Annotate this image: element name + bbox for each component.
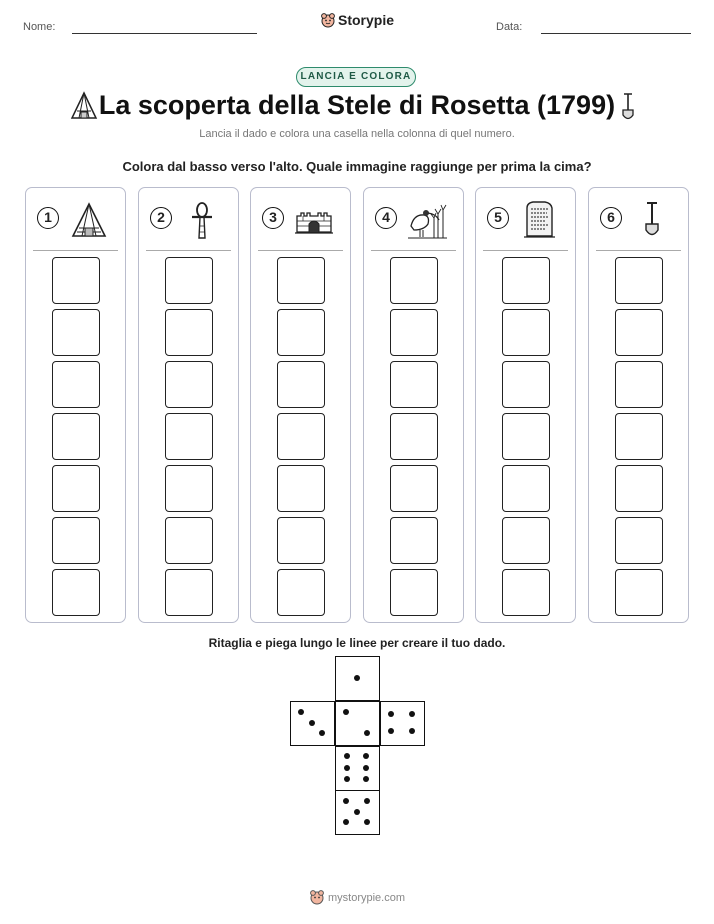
color-box[interactable] xyxy=(165,361,213,408)
color-box[interactable] xyxy=(390,361,438,408)
coloring-instruction: Colora dal basso verso l'alto. Quale immagine raggiunge per prima la cima? xyxy=(122,159,592,174)
activity-badge: LANCIA E COLORA xyxy=(296,67,416,87)
color-box[interactable] xyxy=(165,465,213,512)
color-box[interactable] xyxy=(52,569,100,616)
color-box[interactable] xyxy=(390,257,438,304)
title-shovel-icon xyxy=(617,92,639,122)
date-label: Data: xyxy=(496,21,523,33)
dice-face-1[interactable] xyxy=(335,656,380,701)
color-box[interactable] xyxy=(615,413,663,460)
column-separator xyxy=(483,250,568,251)
color-box[interactable] xyxy=(165,569,213,616)
color-box[interactable] xyxy=(390,413,438,460)
column-2 xyxy=(138,187,239,623)
rosetta-stone-icon xyxy=(518,200,560,240)
color-box[interactable] xyxy=(502,569,550,616)
name-label: Nome: xyxy=(23,21,56,33)
color-box[interactable] xyxy=(502,517,550,564)
color-box[interactable] xyxy=(277,517,325,564)
column-number: 1 xyxy=(37,207,59,229)
dice-instruction: Ritaglia e piega lungo le linee per creare il tuo dado. xyxy=(208,636,506,650)
column-1 xyxy=(25,187,126,623)
pip xyxy=(343,709,349,715)
footer xyxy=(0,889,714,905)
dice-face-6[interactable] xyxy=(335,746,380,791)
color-box[interactable] xyxy=(277,309,325,356)
date-line[interactable] xyxy=(541,33,691,34)
footer-url[interactable]: mystorypie.com xyxy=(327,892,406,904)
pip xyxy=(343,819,349,825)
column-separator xyxy=(371,250,456,251)
fort-icon xyxy=(293,200,335,240)
pip xyxy=(309,720,315,726)
pip xyxy=(388,711,394,717)
color-box[interactable] xyxy=(615,309,663,356)
ankh-icon xyxy=(181,200,223,240)
dice-face-3[interactable] xyxy=(290,701,335,746)
color-box[interactable] xyxy=(277,465,325,512)
pip xyxy=(409,711,415,717)
page-title: La scoperta della Stele di Rosetta (1799) xyxy=(98,90,616,120)
color-box[interactable] xyxy=(277,257,325,304)
color-box[interactable] xyxy=(52,517,100,564)
color-box[interactable] xyxy=(52,309,100,356)
pip xyxy=(343,798,349,804)
column-number: 5 xyxy=(487,207,509,229)
footer-mascot-icon xyxy=(309,889,325,905)
color-box[interactable] xyxy=(165,257,213,304)
column-separator xyxy=(258,250,343,251)
pyramid-icon xyxy=(68,200,110,240)
pip xyxy=(319,730,325,736)
pip xyxy=(364,798,370,804)
name-line[interactable] xyxy=(72,33,257,34)
ibis-papyrus-icon xyxy=(406,200,448,240)
color-box[interactable] xyxy=(390,569,438,616)
color-box[interactable] xyxy=(277,361,325,408)
column-separator xyxy=(596,250,681,251)
column-number: 3 xyxy=(262,207,284,229)
color-box[interactable] xyxy=(502,257,550,304)
dice-face-2[interactable] xyxy=(335,701,380,746)
dice-face-4[interactable] xyxy=(380,701,425,746)
pip xyxy=(363,765,369,771)
color-box[interactable] xyxy=(277,569,325,616)
color-box[interactable] xyxy=(52,257,100,304)
color-box[interactable] xyxy=(502,465,550,512)
pip xyxy=(363,753,369,759)
column-6 xyxy=(588,187,689,623)
brand-logo xyxy=(0,12,714,28)
color-box[interactable] xyxy=(52,361,100,408)
column-separator xyxy=(33,250,118,251)
pip xyxy=(354,809,360,815)
color-box[interactable] xyxy=(165,413,213,460)
color-box[interactable] xyxy=(52,413,100,460)
pip xyxy=(354,675,360,681)
brand-mascot-icon xyxy=(320,12,336,28)
color-box[interactable] xyxy=(615,465,663,512)
column-3 xyxy=(250,187,351,623)
color-box[interactable] xyxy=(390,517,438,564)
column-4 xyxy=(363,187,464,623)
color-box[interactable] xyxy=(502,361,550,408)
color-box[interactable] xyxy=(502,413,550,460)
color-box[interactable] xyxy=(52,465,100,512)
color-box[interactable] xyxy=(390,309,438,356)
color-box[interactable] xyxy=(615,569,663,616)
dice-face-5[interactable] xyxy=(335,790,380,835)
color-box[interactable] xyxy=(615,257,663,304)
color-box[interactable] xyxy=(502,309,550,356)
pip xyxy=(388,728,394,734)
column-number: 2 xyxy=(150,207,172,229)
shovel-icon xyxy=(631,200,673,240)
brand-name: Storypie xyxy=(337,12,394,28)
column-5 xyxy=(475,187,576,623)
color-box[interactable] xyxy=(277,413,325,460)
pip xyxy=(363,776,369,782)
color-box[interactable] xyxy=(165,309,213,356)
color-box[interactable] xyxy=(165,517,213,564)
column-number: 6 xyxy=(600,207,622,229)
column-separator xyxy=(146,250,231,251)
pip xyxy=(409,728,415,734)
color-box[interactable] xyxy=(615,517,663,564)
subtitle: Lancia il dado e colora una casella nella colonna di quel numero. xyxy=(199,128,515,140)
pip xyxy=(364,819,370,825)
pip xyxy=(344,765,350,771)
pip xyxy=(344,753,350,759)
color-box[interactable] xyxy=(615,361,663,408)
pip xyxy=(344,776,350,782)
pip xyxy=(298,709,304,715)
color-box[interactable] xyxy=(390,465,438,512)
pip xyxy=(364,730,370,736)
column-number: 4 xyxy=(375,207,397,229)
